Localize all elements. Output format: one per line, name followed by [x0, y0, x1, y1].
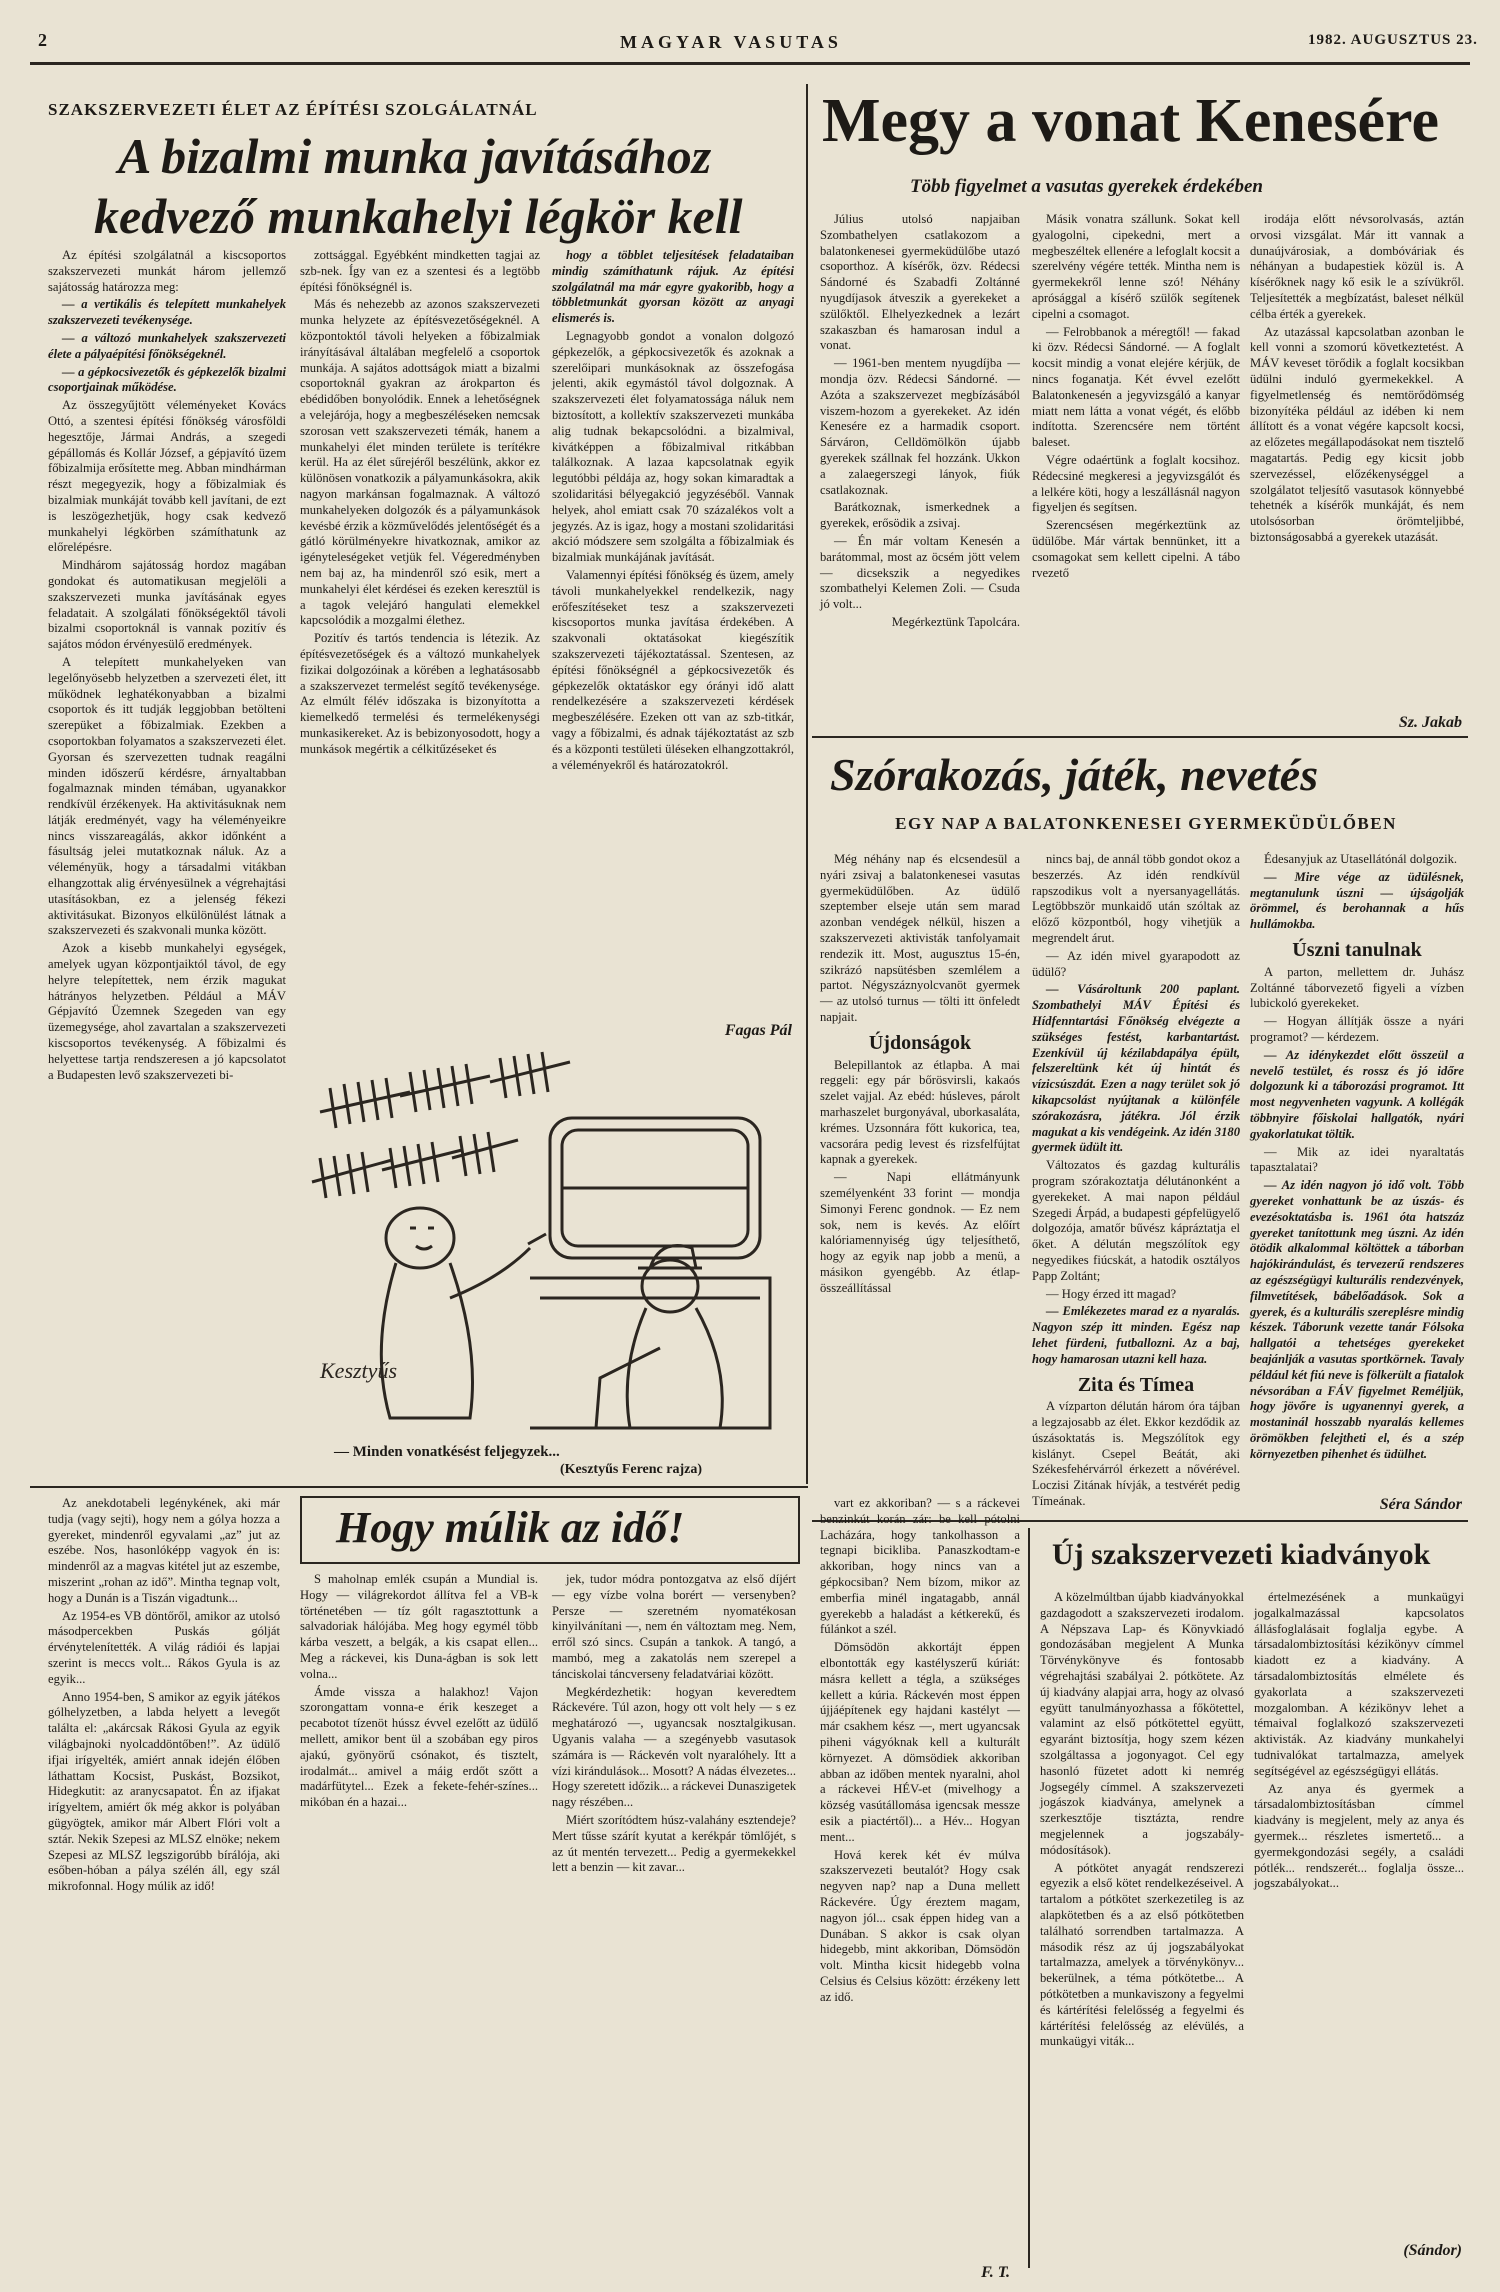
article3-paragraph: — Az idén mivel gyarapodott az üdülő? — [1032, 948, 1240, 979]
article3-signature: Séra Sándor — [1379, 1496, 1462, 1513]
article3-column-1 — [820, 852, 1020, 1458]
paper-name: MAGYAR VASUTAS — [620, 32, 842, 52]
article5-column-1 — [1040, 1590, 1244, 2262]
article3-paragraph: — Napi ellátmányunk személyenként 33 forint — mondja Simonyi Ferenc gondnok. — Ez nem sok, nem is kevés. Az előírt kalóriamennyiség úgy teljesíthető, hogy az egyik nap jobb a menü, a másikon gyengébb. Az étlap-összeállítással — [820, 1170, 1020, 1295]
cartoon-illustration — [300, 1048, 796, 1440]
article1-paragraph: — a vertikális és telepített munkahelyek szakszervezeti tevékenysége. — [48, 297, 286, 328]
article3-paragraph: nincs baj, de annál több gondot okoz a beszerzés. Az idén rendkívül rapszodikus volt a nyersanyagellátás. Legtöbbször munkaidő után szóltak az előző központból, hogy vihetjük a megrendelt árut. — [1032, 852, 1240, 945]
article1-title-line1: A bizalmi munka javításához — [118, 128, 712, 184]
article3-paragraph: A vízparton délután három óra tájban a legzajosabb az élet. Ekkor kezdődik az úszásoktatás is. Megszólítok egy kislányt. Csepel Beátát, aki Székesfehérvárról érkezett a nővérével. Loczisi Zitának hívják, a testvérét pedig Tímeának. — [1032, 1399, 1240, 1509]
article1-paragraph: zottsággal. Egyébként mindketten tagjai az szb-nek. Így van ez a szentesi és a legtöbb építési főnökségnél is. — [300, 248, 540, 294]
article2-paragraph: irodája előtt névsorolvasás, aztán orvosi vizsgálat. Már itt vannak a dunaújvárosiak, a dombóváriak és néhányan a budapestiek közül is. A kísérőknek nagy kő esik le a szívükről. Teljesítették a megbízatást, baleset nélkül célba érték a gyerekek. — [1250, 212, 1464, 321]
article2-title: Megy a vonat Kenesére — [822, 87, 1439, 155]
article2-paragraph: — 1961-ben mentem nyugdíjba — mondja özv. Rédecsi Sándorné. — Azóta a szakszervezet megbízásából viszem-hozom a gyerekeket. Az idén Kenesére ez a harmadik csoport. Sárváron, Celldömölkön újabb gyerekek szállnak fel hozzánk. Ukkon a zalaegerszegi lányok, fiúk csatlakoznak. — [820, 356, 1020, 497]
article3-column-2 — [1032, 852, 1240, 1509]
article2-paragraph: Szerencsésen megérkeztünk az üdülőbe. Már vártak bennünket, itt a csomagokat sem kellett cipelni. A tábo rvezető — [1032, 518, 1240, 580]
issue-date: 1982. AUGUSZTUS 23. — [1308, 32, 1478, 48]
article1-paragraph: Pozitív és tartós tendencia is létezik. Az építésvezetőségek és a változó munkahelyek fizikai dolgozóinak a körében a leghatásosabb a szakszervezet termelést segítő tevékenysége. Az elmúlt félév időszaka is bizonyította a kiemelkedő termelési és termelékenységi munkasikereket. Az is bebizonyosodott, hogy a munkások megértik a célkitűzéseket és — [300, 631, 540, 756]
article1-paragraph: hogy a többlet teljesítések feladataiban mindig számíthatunk rájuk. Az építési szolgálatnál ma már egyre gyakoribb, hogy a többletmunkát gyorsan között az anyagi elismerés is. — [552, 248, 794, 326]
article2-signature: Sz. Jakab — [1398, 714, 1462, 731]
article1-paragraph: Valamennyi építési főnökség és üzem, amely távoli munkahelyekkel rendelkezik, nagy erőfeszítéseket tesz a szakszervezeti kiscsoportos munka javítása érdekében. A szakvonali oktatásokat kiegészítik szakszervezeti tájékoztatással. Szentesen, az építési főnökségnél a gépkocsivezetők és gépkezelők oktatáskor egy órányi idő alatt rendelkezésére a szakszervezeti kérdések megbeszélésére. Ezeken ott van az szb-titkár, vagy a főbizalmi, és adnak tájékoztatást az szb és a központi testületi üléseken elhangzottakról, a véleményekről és határozatokról. — [552, 567, 794, 772]
article1-title-line2: kedvező munkahelyi légkör kell — [94, 188, 743, 244]
article2-subtitle: Több figyelmet a vasutas gyerekek érdekében — [910, 176, 1263, 197]
article2-paragraph: — Felrobbanok a méregtől! — fakad ki özv. Rédecsi Sándorné. — A foglalt kocsit mindig a vonat elejére kérjük, de nincs foganatja. Két évvel ezelőtt Balatonkenesén a jegyvizsgáló a kanyar miatt nem látta a vonat végét, és előbb indította. Szerencsére nem történt baleset. — [1032, 324, 1240, 450]
article2-paragraph: Megérkeztünk Tapolcára. — [891, 614, 1020, 629]
article4-paragraph: jek, tudor módra pontozgatva az első díjért — egy vízbe volna borért — versenyben? Persze — szeretném nyomatékosan kinyilvánítani —, nem én változtam meg. Nem, erről szó sincs. Csupán a tankok. A tangó, a mambó, meg a zakatolás nem szerepel a tánciskolai táncverseny feladatváriai között. — [552, 1572, 796, 1681]
cartoon-drawing — [300, 1048, 796, 1440]
article4-paragraph: Ámde vissza a halakhoz! Vajon szorongattam vonna-e érik keszeget a pecabotot tízenöt hússz évvel ezelőtt az üdülő mellett, amikor bent ül a szobában egy piros ajakú, gyönyörű csónakot, és tisztelt, irodalmát... amivel a máig erdőt szőtt a madárfütytel... Ezek a fekete-fehér-színes... mikóban én a hazai... — [300, 1684, 538, 1810]
article2-paragraph: Másik vonatra szállunk. Sokat kell gyalogolni, cipekedni, mert a megbeszéltek ellenére a lefoglalt kocsit a szerelvény végére tették. Mintha nem is gyermekekről lenne szó! Néhány aprósággal a kísérő szülők segítenek cipelni a csomagot. — [1032, 212, 1240, 321]
article4-paragraph: vart ez akkoriban? — s a ráckevei benzinkút korán zár: be kell pótolni Lacházára, hogy tankolhasson a tegnapi bicikliba. Panaszkodtam-e akkoriban, hogy nincs van a gépkocsiban? Nem bízom, mikor az emberfia minél ingatagabb, annál gyerekebb a haladást a kétkerekű, és fúlánkot a szél. — [820, 1496, 1020, 1637]
cartoon-credit: (Kesztyűs Ferenc rajza) — [560, 1462, 703, 1477]
article1-paragraph: Azok a kisebb munkahelyi egységek, amelyek ugyan központjaiktól távol, de egy helyre telepítettek, nem érzik magukat hátrányos helyzetben. Például a MÁV Gépjavító Üzemnek Szegeden van egy üzemegysége, ahol zavartalan a szakszervezeti kiscsoportos tevékenység. A főbizalmi és helyettese tartja rendszeresen a jó kapcsolatot a Budapesten levő szakszervezeti bi- — [48, 941, 286, 1082]
article4-paragraph: Megkérdezhetik: hogyan keveredtem Ráckevére. Túl azon, hogy ott volt hely — s ez meghatározó —, ugyancsak nosztalgikusan. Ugyanis valaha — a szegényebb vasutasok számára is — Ráckevén volt nyaralóhely. Itt a vízi kirándulások... Mosott? A nádas élvezetes... Hogy szeretett időzik... a ráckevei Dunaszigetek nagy részében... — [552, 1684, 796, 1810]
page-number: 2 — [38, 30, 49, 50]
article4-signature: F. T. — [981, 2264, 1010, 2281]
article1-paragraph: A telepített munkahelyeken van legelőnyösebb helyzetben a szervezeti élet, itt működnek leghatékonyabban a bizalmi csoportok és itt tudják leggjobban betölteni szerepüket a főbizalmiak. Ezekben a csoportokban folyamatos a szakszervezeti élet. Gyorsan és szervezetten tudnak reagálni minden időszerű kérdésre, árnyaltabban fogalmaznak minden témában, ugyanakkor rendkívül érzékenyek. Ha aktivitásuknak nem látják eredményét, vagy ha véleményeikre nincs visszareagálás, akkor időnként a fásultság jelei mutatkoznak náluk. Az a véleményük, hogy a társadalmi vitákban elhangzottak alig érvényesülnek a végrehajtási utasításokban, ez a jelenség fékezi aktivitásukat. Bizonyos elkülönülést látnak a szakszervezeti és szakvonali munka között. — [48, 654, 286, 938]
article2-paragraph: Július utolsó napjaiban Szombathelyen csatlakozom a balatonkenesei gyermeküdülőbe utazó csoporthoz. A kísérők, özv. Rédecsi Sándorné és Szabadfi Zoltánné nyugdíjasok átveszik a gyerekeket a szülőktől. Elhelyezkednek a lezárt szakaszban és hamarosan indul a vonat. — [820, 212, 1020, 353]
article5-column-2 — [1254, 1590, 1464, 2230]
article3-paragraph: A parton, mellettem dr. Juhász Zoltánné táborvezető figyeli a vízben lubickoló gyerekeket. — [1250, 964, 1464, 1011]
article1-column-2 — [300, 248, 540, 1038]
article1-paragraph: Mindhárom sajátosság hordoz magában gondokat és automatikusan megjelöli a szakszervezeti munka javításának egyes feladatait. A szolgálati főnökségektől távoli bizalmi csoportoknál is vannak pozitív és sajátos módon érvényesülő eredmények. — [48, 558, 286, 652]
article5-paragraph: A pótkötet anyagát rendszerezi egyezik a első kötet rendelkezéseivel. A tartalom a pótkötet szerkezetileg is az alapkötetben és a az első pótkötetben található sorrendben tartalmazza. A második rész az új jogszabályokat tartalmazza, amelyek a törvénykönyv... bekerülnek, a téma pótkötetbe... A pótkötetben a munkaviszony a fegyelmi és kártérítési felelősség a fegyelmi és kártérítési felelősség az elévülés, a munkaügyi viták... — [1040, 1860, 1244, 2049]
article1-paragraph: Más és nehezebb az azonos szakszervezeti munka helyzete az építésvezetőségeknél. A központoktól távoli helyeken a főbizalmiak irányításával általában megfelelő a csoportok munkája. A sajátos adottságok miatt a bizalmi csoportoknál gyakran az árokparton és ebédidőben bonyolódik. Ennek a lehetőségnek a velejárója, hogy a megbeszéléseken nemcsak szorosan vett szakszervezeti témák, hanem a munkahelyi élet minden területe is terítékre kerül. Ha az élet sűrejéről beszélünk, akkor ez különösen vonatkozik a pályamunkásokra, akik nagyon markánsan fogalmaznak. A változó munkahelyeken dolgozók és a pályamunkások kevésbé érzik a közművelődés jelentőségét és a gátló körülményekre hivatkoznak, amikor az igényteleségeket vetjük fel. Végeredményben nem baj az, ha mindenről szó esik, mert a munkahelyi élet kérdései és ezeken keresztül is a tagok velejáró hangulati elemekkel kapcsolódik a mozgalmi élethez. — [300, 297, 540, 628]
article2-bottom-rule — [812, 736, 1468, 738]
article4-column-1 — [48, 1496, 280, 2266]
article4-paragraph: Az anekdotabeli legénykének, aki már tudja (vagy sejti), hogy nem a gólya hozza a gyereket, mindenről egyvalami „az” jut az eszébe. Nos, hasonlóképp vagyok én is: mindenről az a magvas kitétel jut az eszembe, miszerint „rohan az idő”. Mintha tegnap volt, hogy a Dunán is a Tiszán vigadtunk... — [48, 1496, 280, 1605]
article3-paragraph: Változatos és gazdag kulturális program szórakoztatja délutánonként a gyerekeket. A mai napon például Szegedi Árpád, a budapesti gépfelügyelő dolgozója, amatőr bűvész kápráztatja el őket. A délután megszólítok egy negyedikes fiúcskát, a hatodik osztályos Papp Zoltánt; — [1032, 1158, 1240, 1283]
article1-paragraph: — a gépkocsivezetők és gépkezelők bizalmi csoportjainak működése. — [48, 364, 286, 395]
article5-divider — [1028, 1528, 1030, 2268]
article5-paragraph: A közelmúltban újabb kiadványokkal gazdagodott a szakszervezeti irodalom. A Népszava Lap- és Könyvkiadó gondozásában megjelent A Munka Törvénykönyve és fontosabb végrehajtási szabályai 2. pótkötete. Az új kiadvány alapjai arra, hogy az olvasó együtt tanulmányozhassa a főkötettel, valamint az első pótkötettel együtt, egyaránt biztosítja, hogy szem kézen szolgáltassa a jogonyagot. Cel egy hasonló füzetet adott ki nemrég Jogsegély címmel. A szakszervezeti jogászok kiadványa, amelynek a szerkesztője tisztázta, rendre megjelennek a jogszabály-módosítások). — [1040, 1590, 1244, 1857]
article1-kicker: SZAKSZERVEZETI ÉLET AZ ÉPÍTÉSI SZOLGÁLATNÁL — [48, 100, 538, 119]
article3-title: Szórakozás, játék, nevetés — [830, 749, 1319, 800]
article2-paragraph: — Én már voltam Kenesén a barátommal, most az öcsém jött velem — dicsekszik a negyedikes szombathelyi Kelemen Zoli. — Csuda jó volt... — [820, 533, 1020, 612]
article3-paragraph: — Hogy érzed itt magad? — [1046, 1286, 1177, 1301]
article2-column-3 — [1250, 212, 1464, 712]
article3-paragraph: Belepillantok az étlapba. A mai reggeli: egy pár bőrösvirsli, kakaós szelet vajjal. Az ebéd: húsleves, párolt marhaszelet burgonyával, uborkasaláta, krémes. Uzsonnára főtt kukorica, tea, vacsorára pedig levest és rizsfelfújtat kapnak a gyerekek. — [820, 1057, 1020, 1167]
article4-column-2 — [300, 1572, 538, 2266]
masthead-rule — [30, 62, 1470, 65]
article1-column-3 — [552, 248, 794, 1018]
article2-column-1 — [820, 212, 1020, 732]
article1-paragraph: Legnagyobb gondot a vonalon dolgozó gépkezelők, a gépkocsivezetők és azoknak a szerelőipari munkásoknak az összefogása jelenti, akik egymástól távol dolgoznak. A szakszervezeti élet folyamatossága náluk nem biztosított, a kollektív szakszervezeti munkába alig tudnak bekapcsolódni. a bizalmival, kivátképpen a főbizalmival ritkábban találkoznak. A lazaa kapcsolatnak egyik legutóbbi példája az, hogy sokan kimaradtak a szolidaritási bélyegakció jegyzéséből. Vannak helyek, ahol emiatt csak 70 százalékos volt a jegyzés. Az is igaz, hogy a mostani szolidaritási akció módszere sem szolgálta a főbizalmiak és bizalmiak munkájának javítását. — [552, 328, 794, 565]
article3-paragraph: — Mik az idei nyaraltatás tapasztalatai? — [1250, 1144, 1464, 1175]
section-rule — [30, 1486, 808, 1488]
cartoon-caption: — Minden vonatkésést feljegyzek... — [334, 1444, 560, 1460]
article4-column-4 — [820, 1496, 1020, 2256]
article4-paragraph: Dömsödön akkortájt éppen elbontották egy kastélyszerű kúriát: másra kellett a tégla, a szükséges kellett a kúria. Ráckevén most éppen újjáépítenek egy hajdani kastélyt — már csakhem kész —, mert ugyancsak piheni vágyóknak kell a kulturált környezet. A dömsödiek akkoriban abban az időben mentek nyaralni, ahol a ráckevei HÉV-et (mivelhogy a község vasútállomása igencsak messze esik a piactértől)... a Hév... Hogyan ment... — [820, 1640, 1020, 1844]
article3-paragraph: — Az idénykezdet előtt összeül a nevelő testület, és rossz és jó időre dolgozunk ki a táborozási programot. Itt most negyvenheten vagyunk. A kollégák többnyire főiskolai hallgatók, nyári gyakorlatukat töltik. — [1250, 1047, 1464, 1141]
article3-paragraph: Még néhány nap és elcsendesül a nyári zsivaj a balatonkenesei vasutas gyermeküdülőben. Az üdülő szeptember elseje után sem marad azonban vendégek nélkül, hiszen a szakszervezeti aktivisták tanfolyamait rendezik itt. Most, augusztus 15-én, szikrázó napsütésben szemlélem a partot. Négyszáznyolcvanöt gyermek — az utolsó turnus — tölti itt önfeledt napjait. — [820, 852, 1020, 1024]
article4-paragraph: Az 1954-es VB döntőről, amikor az utolsó másodpercekben Puskás gólját érvénytelenítették. A világ rádiói és lapjai szerint is meccs volt... Rákos Gyula is az egyik... — [48, 1608, 280, 1686]
ujdonsagok-heading: Újdonságok — [868, 1031, 972, 1054]
article2-paragraph: Az utazással kapcsolatban azonban le kell vonni a szomorú következtetést. A MÁV keveset törődik a foglalt kocsikban üdülni induló gyermekekkel. A figyelmetlenség és nemtörődömség bizonyítéka például az idében ki nem állított és a vonat végére kapcsolt kocsi, az előzetes megállapodásokat nem tisztelő magatartás. Pedig egy kicsit jobb szervezéssel, előzékenységgel a szolgálatot teljesítő vasutasok könnyebbé tehetnék a kísérők munkáját, és nem utolsósorban örömteljibbé, biztonságosabbá a gyerekek utazását. — [1250, 324, 1464, 544]
article1-column-1 — [48, 248, 286, 1480]
article1-paragraph: Az összegyűjtött véleményeket Kovács Ottó, a szentesi építési főnökség városföldi hegesztője, Jármai András, a szegedi gépállomás és Kollár József, a gépjavító üzem főbizalmija erősítette meg. Abban mindhárman részt megegyezik, hogy a főbizalmiak és bizalmiak munkáját tovább kell javítani, de ezt is leszögezhetjük, hogy csak kedvező munkahelyi légkörben számíthatunk az előrelépésre. — [48, 398, 286, 555]
uszni-heading: Úszni tanulnak — [1292, 938, 1422, 961]
article1-signature: Fagas Pál — [724, 1022, 792, 1039]
center-divider — [806, 84, 808, 1484]
article3-paragraph: — Emlékezetes marad ez a nyaralás. Nagyon szép itt minden. Egész nap lehet fürdeni, futballozni. Az a baj, hogy hamarosan utazni kell haza. — [1032, 1304, 1240, 1366]
article5-title: Új szakszervezeti kiadványok — [1052, 1538, 1431, 1571]
article5-paragraph: értelmezésének a munkaügyi jogalkalmazással kapcsolatos állásfoglalásait foglalja egybe. A társadalombiztosítási kézikönyv címmel kiadott ez a kiadvány. A társadalombiztosítás elmélete és gyakorlata a szakszervezeti mozgalomban. A kézikönyv lehet a témaival foglalkozó szakszervezeti aktivisták. Az kiadvány munkahelyi tudnivalókat tartalmazza, amelyek segítségével az egészségügyi ellátás. — [1254, 1590, 1464, 1778]
article2-column-2 — [1032, 212, 1240, 732]
article3-column-3 — [1250, 852, 1464, 1492]
cartoon-signature: Kesztyűs — [320, 1358, 397, 1383]
article3-paragraph: Édesanyjuk az Utasellátónál dolgozik. — [1264, 852, 1458, 866]
article4-title: Hogy múlik az idő! — [336, 1503, 685, 1552]
article4-paragraph: S maholnap emlék csupán a Mundial is. Hogy — világrekordot állítva fel a VB-k történetében — tíz gólt ragasztottunk a salvadoriak hálójába. Meg hogy egymél több kárba veszett, a belgák, a kis csapat ellen... Meg a ráckevei, kis Duna-ágban is sok lett volna... — [300, 1572, 538, 1681]
article1-paragraph: Az építési szolgálatnál a kiscsoportos szakszervezeti munkát három jellemző sajátosság határozza meg: — [48, 248, 286, 294]
article1-paragraph: — a változó munkahelyek szakszervezeti élete a pályaépítési főnökségeknél. — [48, 330, 286, 361]
article3-subtitle: EGY NAP A BALATONKENESEI GYERMEKÜDÜLŐBEN — [895, 814, 1397, 833]
article4-paragraph: Anno 1954-ben, S amikor az egyik játékos gólhelyzetben, a labda helyett a levegőt találta el: „akárcsak Rákosi Gyula az egyik világbajnoki nyolcaddöntőben!”. Az üdülő ifjai irígyelték, amiért annak idején élőben láthattam Kocsist, Puskást, Bozsikot, Hidegkutit: az aranycsapatot. Én az ifjakat irígyeltem, amiért ők még akkor is polyában gügyögtek, amikor már Albert Flóri volt a sztár. Nekik Szepesi az MLSZ elnöke; nekem Szepesi az MLSZ legszigorúbb bírálója, aki esőben-hóban a pálya szélén áll, egy szál mikrofonnal. Hogy múlik az idő! — [48, 1689, 280, 1894]
article5-paragraph: Az anya és gyermek a társadalombiztosításban címmel kiadvány is megjelent, mely az anya és gyermek... részletes ismertető... a gyermekgondozási segély, a családi pótlék... rendszerét... foglalja össze... jogszabályokat... — [1254, 1781, 1464, 1891]
article2-paragraph: Barátkoznak, ismerkednek a gyerekek, erősödik a zsivaj. — [820, 500, 1020, 531]
article2-paragraph: Végre odaértünk a foglalt kocsihoz. Rédecsiné megkeresi a jegyvizsgálót és a lelkére köti, hogy a leszállásnál nagyon figyeljen és segítsen. — [1032, 452, 1240, 515]
article4-column-3 — [552, 1572, 796, 2266]
article3-paragraph: — Az idén nagyon jó idő volt. Több gyereket vonhattunk be az úszás- és evezésoktatásba is. 1961 óta hatszáz gyereket tanítottunk meg úszni. Az idén ötödik alkalommal költöttek a táborban hajókirándulást, és tervezerű rendszeres az egészségügyi kulturális rendezvények, filmvetítések, bábelőadások. Sok a gyerek, és a kulturális szereplésre mindig készek. Táborunk vezette tanár Fólsoka hallgatói a tehetséges gyerekeket beajánlják a vasutas sportkörnek. Tavaly például két fiú neve is fölkerült a fiatalok névsorában a FÁV figyelmet Reméljük, hogy jövőre is ugyanennyi gyerek, a mostaninál hosszabb nyaralás kellemes örömökben felejtheti el, és a szép környezetben pihenhet és üdülhet. — [1250, 1178, 1464, 1461]
zita-heading: Zita és Tímea — [1077, 1373, 1195, 1396]
article4-paragraph: Miért szorítódtem húsz-valahány esztendeje? Mert tűsse szárít kyutat a kerékpár tömlőjét, s az út mentén tervezett... Pedig a gyermekekkel lett a benzin — kit zavar... — [552, 1812, 796, 1875]
article4-paragraph: Hová kerek két év múlva szakszervezeti beutalót? Hogy csak negyven nap? nap a Duna mellett Ráckevére. Úgy éreztem magam, nagyon jól... csak éppen hideg van a Dunában. S akkor is csak olyan hidegebb, mint akkoriban, Dömsödön volt. Mintha kicsit hidegebb volna Celsius és Celsius között: érzékeny lett az idő. — [820, 1847, 1020, 2004]
article3-paragraph: — Hogyan állítják össze a nyári programot? — kérdezem. — [1250, 1014, 1464, 1044]
article5-signature: (Sándor) — [1403, 2242, 1462, 2259]
article3-paragraph: — Vásároltunk 200 paplant. Szombathelyi MÁV Építési és Hídfenntartási Főnökség elvégezte a szükséges festést, karbantartást. Ezenkívül új kézilabdapálya épült, felszereltünk két új hintát és vízicsúszdát. Ezen a nagy terület sok jó kikapcsolást nyújtanak a különféle szórakozásra, játékra. Jól érzik magukat a kis vendégeink. Az idén 3180 gyermek üdült itt. — [1032, 982, 1240, 1155]
article3-paragraph: — Mire vége az üdülésnek, megtanulunk úszni — újságolják örömmel, és berohannak a hűs hullámokba. — [1250, 869, 1464, 932]
